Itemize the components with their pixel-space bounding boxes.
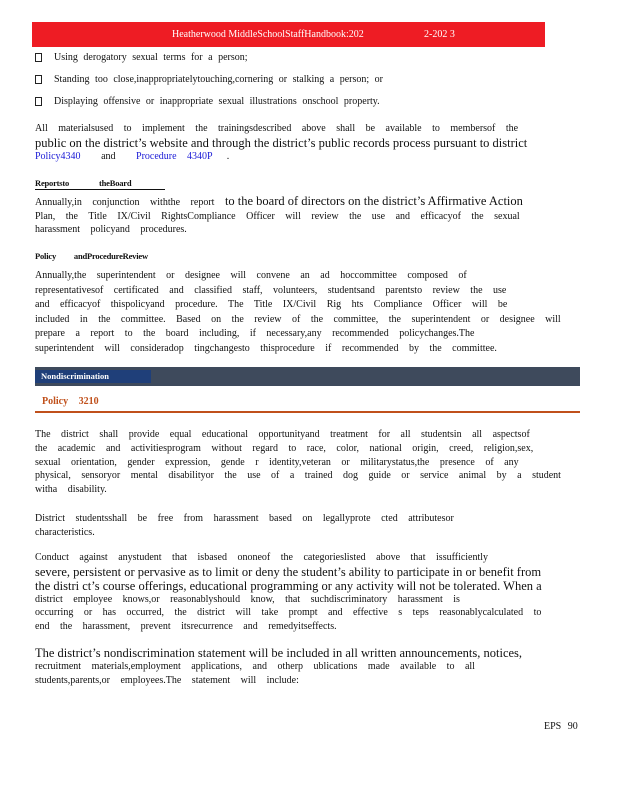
nondiscrimination-paragraph: [35, 428, 595, 497]
review-line: prepare a report to the board including, if necessary,any recommended policychanges.The: [35, 328, 475, 340]
review-line: superintendent will consideradop tingchangesto thisprocedure if recommended by the committee.: [35, 342, 497, 354]
page-header: [32, 22, 545, 47]
paragraph-line: occurring or has occurred, the district will take prompt and effective s teps reasonablycalculated to: [35, 607, 542, 618]
conduct-paragraph: [35, 551, 595, 633]
bullet-box-icon: [35, 75, 42, 84]
statement-paragraph: [35, 646, 595, 687]
bullet-text: Displaying offensive or inappropriate sexual illustrations onschool property.: [54, 96, 380, 107]
materials-paragraph: [35, 122, 595, 163]
materials-links: [35, 150, 595, 164]
review-heading: Policy andProcedureReview: [35, 251, 148, 261]
policy-divider: [35, 411, 580, 413]
bullet-box-icon: [35, 97, 42, 106]
review-line: Annually,the superintendent or designee will convene an ad hoccommittee composed of: [35, 270, 467, 281]
review-line: and efficacyof thispolicyand procedure. The Title IX/Civil Rig hts Compliance Officer will be: [35, 299, 508, 311]
reports-line-big: to the board of directors on the district’s Affirmative Action: [224, 194, 523, 208]
section-bar: [35, 367, 580, 386]
paragraph-line: witha disability.: [35, 484, 107, 496]
list-item: [35, 74, 595, 96]
paragraph-line: The district shall provide equal educational opportunityand treatment for all studentsin all aspectsof: [35, 429, 530, 440]
paragraph-line: recruitment materials,employment applications, and otherp ublications made available to all: [35, 661, 475, 672]
bullet-text: Standing too close,inappropriatelytouching,cornering or stalking a person; or: [54, 74, 383, 85]
procedure-link[interactable]: Procedure 4340P: [136, 150, 213, 162]
review-line: representativesof certificated and classified staff, volunteers, studentsand parentsto review the use: [35, 284, 507, 296]
reports-paragraph: [35, 194, 595, 237]
list-item: [35, 52, 595, 74]
paragraph-line: physical, sensoryor mental disabilityor the use of a trained dog guide or service animal by a student: [35, 470, 561, 482]
paragraph-line: The district’s nondiscrimination statement will be included in all written announcements, notices,: [35, 646, 523, 660]
paragraph-line: severe, persistent or pervasive as to limit or deny the student’s ability to participate in or benefit from: [35, 564, 542, 579]
reports-line: harassment policyand procedures.: [35, 224, 187, 235]
and-text: and: [101, 150, 116, 162]
reports-line-small: Annually,in conjunction withthe report: [35, 197, 215, 208]
reports-line: Plan, the Title IX/Civil RightsCompliance Officer will review the use and efficacyof the sexual: [35, 210, 520, 222]
paragraph-line: the distri ct’s course offerings, educational programming or any activity will not be tolerated. When a: [35, 578, 542, 593]
paragraph-line: characteristics.: [35, 526, 95, 538]
bullet-list: [35, 52, 595, 118]
end-text: .: [226, 150, 230, 162]
harassment-paragraph: [35, 512, 595, 539]
paragraph-line: district employee knows,or reasonablyshould know, that suchdiscriminatory harassment is: [35, 593, 460, 605]
header-title: Heatherwood MiddleSchoolStaffHandbook:202: [172, 29, 364, 40]
paragraph-line: end the harassment, prevent itsrecurrence and remedyitseffects.: [35, 620, 337, 632]
paragraph-line: sexual orientation, gender expression, gende r identity,veteran or militarystatus,the presence of any: [35, 456, 519, 468]
list-item: [35, 96, 595, 118]
reports-line: [35, 194, 595, 210]
bullet-box-icon: [35, 53, 42, 62]
bullet-text: Using derogatory sexual terms for a person;: [54, 52, 248, 63]
paragraph-line: Conduct against anystudent that isbased ononeof the categorieslisted above that issufficiently: [35, 552, 489, 563]
paragraph-line: the academic and activitiesprogram without regard to race, color, national origin, creed, religion,sex,: [35, 442, 534, 454]
materials-line: public on the district’s website and through the district’s public records process pursuant to district: [35, 135, 528, 150]
review-paragraph: [35, 269, 595, 357]
header-year: 2-202 3: [424, 29, 455, 40]
section-title: Nondiscrimination: [35, 370, 151, 383]
reports-heading: Reportsto theBoard: [35, 178, 165, 190]
page-number: EPS 90: [544, 721, 578, 732]
policy-link[interactable]: Policy4340: [35, 150, 81, 162]
review-line: included in the committee. Based on the review of the committee, the superintendent or designee will: [35, 313, 561, 325]
policy-label: Policy 3210: [42, 396, 99, 407]
materials-line: All materialsused to implement the trainingsdescribed above shall be available to membersof the: [35, 123, 519, 134]
paragraph-line: students,parents,or employees.The statement will include:: [35, 674, 299, 686]
paragraph-line: District studentsshall be free from harassment based on legallyprote cted attributesor: [35, 513, 454, 524]
